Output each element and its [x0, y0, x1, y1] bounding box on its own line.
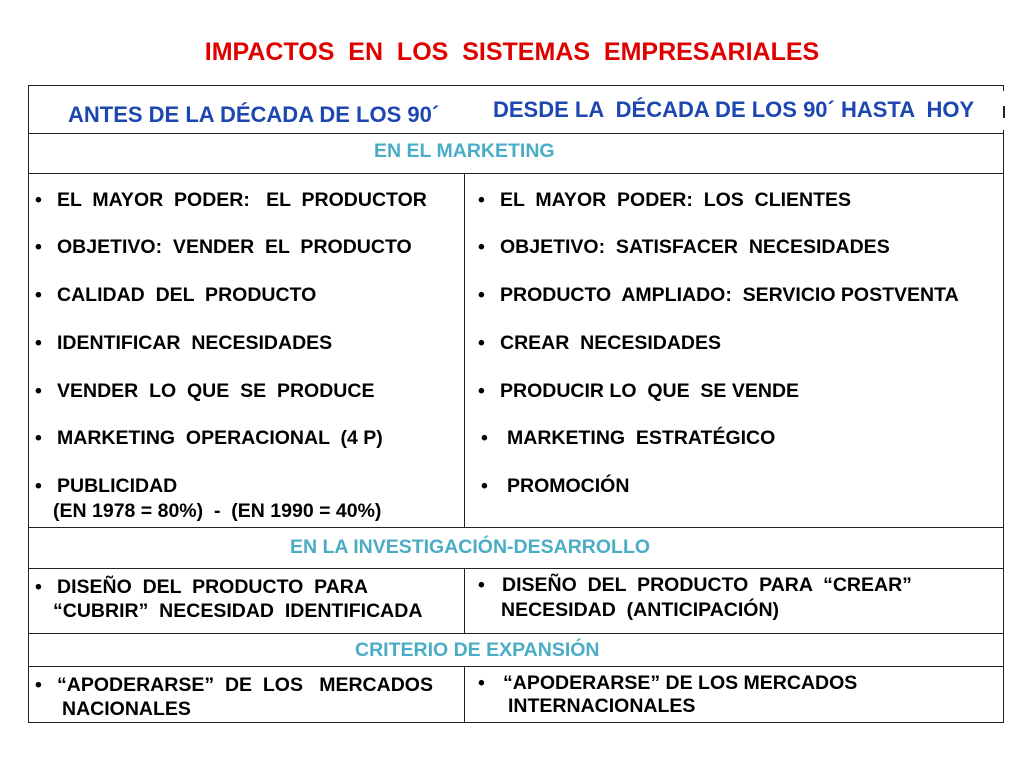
- marketing-before-item: EL MAYOR PODER: EL PRODUCTOR: [57, 189, 427, 211]
- expansion-before-line: “APODERARSE” DE LOS MERCADOS: [57, 674, 433, 696]
- section-label-marketing: EN EL MARKETING: [374, 140, 555, 162]
- marketing-before-item: CALIDAD DEL PRODUCTO: [57, 284, 317, 306]
- bullet: [481, 428, 488, 448]
- column-divider-marketing: [464, 173, 465, 527]
- bullet: [35, 190, 42, 210]
- research-before-line: “CUBRIR” NECESIDAD IDENTIFICADA: [53, 600, 423, 622]
- header-before-90s: ANTES DE LA DÉCADA DE LOS 90´: [68, 102, 440, 127]
- marketing-after-item: MARKETING ESTRATÉGICO: [507, 427, 776, 449]
- bullet: [35, 237, 42, 257]
- bullet: [478, 190, 485, 210]
- bullet: [478, 237, 485, 257]
- bullet: [35, 381, 42, 401]
- table-frame: [28, 85, 1004, 723]
- marketing-before-item: VENDER LO QUE SE PRODUCE: [57, 380, 375, 402]
- research-after-line: DISEÑO DEL PRODUCTO PARA “CREAR”: [502, 574, 912, 596]
- bullet: [35, 285, 42, 305]
- row-divider-expansion-label: [28, 666, 1003, 667]
- bullet: [35, 333, 42, 353]
- marketing-after-item: OBJETIVO: SATISFACER NECESIDADES: [500, 236, 890, 258]
- header-since-90s: DESDE LA DÉCADA DE LOS 90´ HASTA HOY: [493, 97, 975, 122]
- bullet: [35, 577, 42, 597]
- research-before-line: DISEÑO DEL PRODUCTO PARA: [57, 576, 368, 598]
- bullet: [478, 333, 485, 353]
- section-label-expansion: CRITERIO DE EXPANSIÓN: [355, 639, 600, 661]
- marketing-after-item: CREAR NECESIDADES: [500, 332, 722, 354]
- expansion-before-line: NACIONALES: [62, 698, 191, 720]
- row-divider-marketing-label: [28, 173, 1003, 174]
- marketing-before-item: OBJETIVO: VENDER EL PRODUCTO: [57, 236, 412, 258]
- marketing-before-item: MARKETING OPERACIONAL (4 P): [57, 427, 383, 449]
- bullet: [35, 476, 42, 496]
- bullet: [478, 285, 485, 305]
- marketing-after-item: PRODUCIR LO QUE SE VENDE: [500, 380, 800, 402]
- column-divider-research: [464, 568, 465, 633]
- marketing-before-item: IDENTIFICAR NECESIDADES: [57, 332, 333, 354]
- marketing-after-item: EL MAYOR PODER: LOS CLIENTES: [500, 189, 852, 211]
- bullet: [481, 476, 488, 496]
- row-divider-marketing-content: [28, 527, 1003, 528]
- expansion-after-line: “APODERARSE” DE LOS MERCADOS: [503, 672, 858, 694]
- header-box-edge: [1003, 106, 1005, 118]
- expansion-after-line: INTERNACIONALES: [508, 695, 696, 717]
- row-divider-research-label: [28, 568, 1003, 569]
- column-divider-expansion: [464, 666, 465, 722]
- bullet: [478, 673, 485, 693]
- marketing-after-item: PROMOCIÓN: [507, 475, 630, 497]
- marketing-before-note: (EN 1978 = 80%) - (EN 1990 = 40%): [53, 500, 382, 522]
- research-after-line: NECESIDAD (ANTICIPACIÓN): [501, 599, 780, 621]
- marketing-before-item: PUBLICIDAD: [57, 475, 178, 497]
- bullet: [35, 428, 42, 448]
- section-label-research: EN LA INVESTIGACIÓN-DESARROLLO: [290, 536, 651, 558]
- row-divider-research-content: [28, 633, 1003, 634]
- marketing-after-item: PRODUCTO AMPLIADO: SERVICIO POSTVENTA: [500, 284, 959, 306]
- row-divider-header: [28, 133, 1003, 134]
- bullet: [478, 575, 485, 595]
- slide-title: IMPACTOS EN LOS SISTEMAS EMPRESARIALES: [204, 38, 820, 66]
- bullet: [35, 675, 42, 695]
- bullet: [478, 381, 485, 401]
